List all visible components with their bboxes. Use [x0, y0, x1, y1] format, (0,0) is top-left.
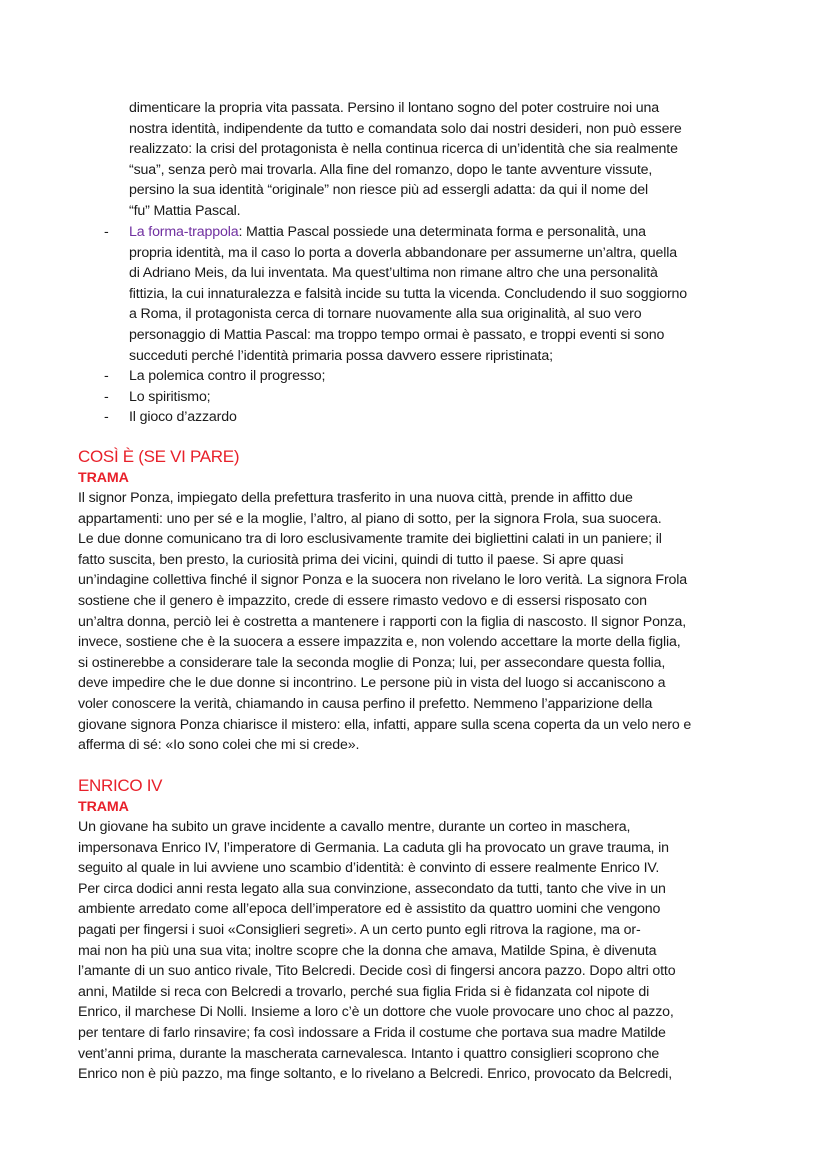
plot-paragraph — [78, 488, 758, 756]
section-enrico-iv — [78, 775, 758, 1085]
text-line: ambiente arredato come all’epoca dell’imperatore ed è assistito da quattro uomini che vengono — [78, 901, 661, 918]
plot-paragraph — [78, 817, 758, 1085]
bullet-item-polemica — [100, 366, 780, 387]
text-line: di Adriano Meis, da lui inventata. Ma quest’ultima non rimane altro che una personalità — [129, 265, 658, 282]
text-line: Le due donne comunicano tra di loro esclusivamente tramite dei bigliettini calati in un paniere; il — [78, 531, 662, 548]
dash-bullet-icon: - — [104, 409, 109, 426]
text-line — [129, 222, 780, 243]
text-line: mai non ha più una sua vita; inoltre scopre che la donna che amava, Matilde Spina, è divenuta — [78, 942, 657, 959]
text-line: sostiene che il genero è impazzito, crede di essere rimasto vedovo e di essersi risposato con — [78, 592, 647, 609]
themes-bullet-list — [100, 222, 780, 428]
text-line: anni, Matilde si reca con Belcredi a trovarlo, perché sua figlia Frida si è fidanzata col nipote di — [78, 983, 650, 1000]
text-line: Enrico, il marchese Di Nolli. Insieme a loro c’è un dottore che vuole provocare uno choc al pazzo, — [78, 1004, 674, 1021]
text-line: “sua”, senza però mai trovarla. Alla fine del romanzo, dopo le tante avventure vissute, — [129, 161, 653, 178]
text-line: realizzato: la crisi del protagonista è nella continua ricerca di un’identità che sia realmente — [129, 141, 678, 158]
text-line: personaggio di Mattia Pascal: ma troppo tempo ormai è passato, e troppi eventi si sono — [129, 326, 665, 343]
text-fragment: : Mattia Pascal possiede una determinata forma e personalità, una — [238, 224, 646, 240]
bullet-item-spiritismo — [100, 387, 780, 408]
section-subtitle: TRAMA — [78, 799, 129, 815]
text-line: nostra identità, indipendente da tutto e comandata solo dai nostri desideri, non può essere — [129, 120, 682, 137]
highlighted-term: La forma-trappola — [129, 224, 239, 240]
text-line: La polemica contro il progresso; — [129, 368, 326, 385]
dash-bullet-icon: - — [104, 368, 109, 385]
text-line: si ostinerebbe a considerare tale la seconda moglie di Ponza; lui, per assecondare questa follia, — [78, 654, 666, 671]
text-line: afferma di sé: «Io sono colei che mi si crede». — [78, 737, 360, 754]
bullet-item-forma-trappola — [100, 222, 780, 366]
text-line: deve impedire che le due donne si incontrino. Le persone più in vista del luogo si accaniscono a — [78, 675, 666, 692]
text-line: pagati per fingersi i suoi «Consiglieri segreti». A un certo punto egli ritrova la ragione, ma or- — [78, 921, 641, 938]
text-line: Lo spiritismo; — [129, 388, 211, 405]
text-line: dimenticare la propria vita passata. Persino il lontano sogno del poter costruire noi una — [129, 100, 660, 116]
section-title: ENRICO IV — [78, 776, 163, 795]
text-line: Il signor Ponza, impiegato della prefettura trasferito in una nuova città, prende in affitto due — [78, 490, 633, 506]
section-subtitle: TRAMA — [78, 470, 129, 486]
text-line: persino la sua identità “originale” non riesce più ad essergli adatta: da qui il nome del — [129, 182, 649, 199]
text-line: seguito al quale in lui avviene uno scambio d’identità: è convinto di essere realmente Enrico IV. — [78, 860, 660, 877]
section-cosi-e-se-vi-pare — [78, 446, 758, 756]
dash-bullet-icon: - — [104, 224, 109, 240]
text-line: giovane signora Ponza chiarisce il mistero: ella, infatti, appare sulla scena coperta da un velo nero e — [78, 716, 692, 733]
continued-paragraph — [129, 98, 769, 222]
text-line: voler conoscere la verità, chiamando in causa perfino il prefetto. Nemmeno l’apparizione della — [78, 695, 653, 712]
text-line: “fu” Mattia Pascal. — [129, 202, 241, 219]
text-line: invece, sostiene che è la suocera a essere impazzita e, non volendo accettare la morte della figlia, — [78, 634, 681, 651]
text-line: un’altra donna, perciò lei è costretta a mantenere i rapporti con la figlia di nascosto. Il signor Ponza, — [78, 613, 687, 630]
text-line: vent’anni prima, durante la mascherata carnevalesca. Intanto i quattro consiglieri scoprono che — [78, 1045, 660, 1062]
text-line: fittizia, la cui innaturalezza e falsità incide su tutta la vicenda. Concludendo il suo soggiorno — [129, 285, 688, 302]
text-line: fatto suscita, ben presto, la curiosità prima dei vicini, quindi di tutto il paese. Si apre quasi — [78, 551, 624, 568]
text-line: a Roma, il protagonista cerca di tornare nuovamente alla sua originalità, al suo vero — [129, 306, 642, 323]
text-line: Un giovane ha subito un grave incidente a cavallo mentre, durante un corteo in maschera, — [78, 819, 631, 835]
text-line: succeduti perché l’identità primaria possa davvero essere ripristinata; — [129, 347, 553, 364]
bullet-item-gioco-azzardo — [100, 407, 780, 428]
text-line: Enrico non è più pazzo, ma finge soltanto, e lo rivelano a Belcredi. Enrico, provocato da Belcredi, — [78, 1066, 672, 1083]
text-line: impersonava Enrico IV, l’imperatore di Germania. La caduta gli ha provocato un grave trauma, in — [78, 839, 669, 856]
dash-bullet-icon: - — [104, 388, 109, 405]
text-line: un’indagine collettiva finché il signor Ponza e la suocera non rivelano le loro verità. La signora Frola — [78, 572, 688, 589]
text-line: per tentare di farlo rinsavire; fa così indossare a Frida il costume che portava sua madre Matilde — [78, 1024, 666, 1041]
text-line: Il gioco d’azzardo — [129, 409, 237, 426]
text-line: Per circa dodici anni resta legato alla sua convinzione, assecondato da tutti, tanto che vive in un — [78, 880, 666, 897]
text-line: appartamenti: uno per sé e la moglie, l’altro, al piano di sotto, per la signora Frola, sua suocera. — [78, 510, 662, 527]
section-title: COSÌ È (SE VI PARE) — [78, 447, 240, 466]
text-line: propria identità, ma il caso lo porta a doverla abbandonare per assumerne un’altra, quella — [129, 244, 678, 261]
text-line: l’amante di un suo antico rivale, Tito Belcredi. Decide così di fingersi ancora pazzo. Dopo altri otto — [78, 963, 676, 980]
